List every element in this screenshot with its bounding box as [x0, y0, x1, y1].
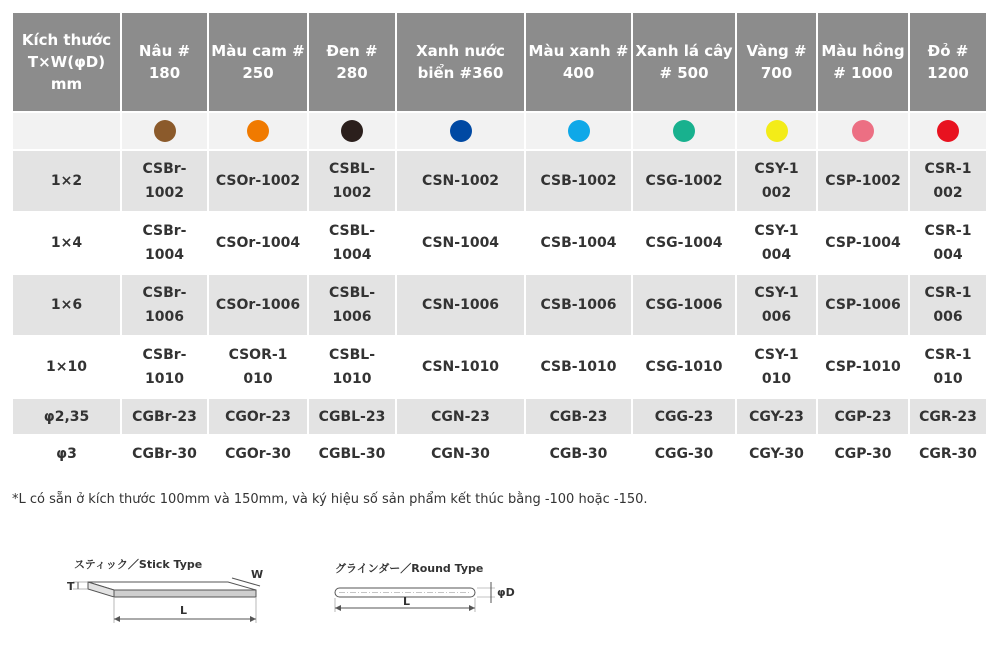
product-code-cell: CGN-30: [396, 435, 525, 472]
product-code-cell: CGB-30: [525, 435, 632, 472]
product-code-cell: CSOR-1010: [208, 336, 308, 398]
product-code-cell: CSP-1006: [817, 274, 909, 336]
header-black: Đen # 280: [308, 12, 396, 112]
product-code-cell: CGOr-23: [208, 398, 308, 435]
product-code-cell: CGBL-30: [308, 435, 396, 472]
green-swatch: [673, 120, 695, 142]
product-code-cell: CGOr-30: [208, 435, 308, 472]
product-code-cell: CSY-1002: [736, 150, 817, 212]
product-code-cell: CGBr-30: [121, 435, 208, 472]
navy-swatch: [450, 120, 472, 142]
product-code-cell: CGN-23: [396, 398, 525, 435]
product-code-cell: CSP-1004: [817, 212, 909, 274]
black-swatch: [341, 120, 363, 142]
w-label: W: [251, 568, 264, 581]
orange-swatch: [247, 120, 269, 142]
product-code-cell: CSBr-1010: [121, 336, 208, 398]
pink-swatch: [852, 120, 874, 142]
stick-top-face: [88, 582, 256, 590]
product-code-cell: CSR-1006: [909, 274, 987, 336]
size-cell: 1×10: [12, 336, 121, 398]
product-code-cell: CSN-1004: [396, 212, 525, 274]
header-orange: Màu cam # 250: [208, 12, 308, 112]
header-size: Kích thước T×W(φD) mm: [12, 12, 121, 112]
product-code-cell: CSBr-1006: [121, 274, 208, 336]
product-code-cell: CSOr-1006: [208, 274, 308, 336]
header-yellow: Vàng # 700: [736, 12, 817, 112]
product-code-cell: CSR-1002: [909, 150, 987, 212]
product-code-cell: CSP-1002: [817, 150, 909, 212]
swatch-empty-cell: [12, 112, 121, 150]
product-code-cell: CSB-1002: [525, 150, 632, 212]
table-row: [12, 336, 987, 398]
product-code-cell: CGBL-23: [308, 398, 396, 435]
footnote-text: *L có sẵn ở kích thước 100mm và 150mm, và ký hiệu số sản phẩm kết thúc bằng -100 hoặc -150.: [12, 492, 648, 507]
product-code-cell: CSN-1010: [396, 336, 525, 398]
product-code-cell: CSBL-1006: [308, 274, 396, 336]
table-row: [12, 212, 987, 274]
table-row: [12, 435, 987, 472]
header-brown: Nâu # 180: [121, 12, 208, 112]
product-code-cell: CSG-1006: [632, 274, 736, 336]
product-code-cell: CSBr-1002: [121, 150, 208, 212]
product-code-cell: CGP-23: [817, 398, 909, 435]
product-code-cell: CSG-1004: [632, 212, 736, 274]
product-code-cell: CSBr-1004: [121, 212, 208, 274]
product-code-cell: CSP-1010: [817, 336, 909, 398]
brown-swatch: [154, 120, 176, 142]
product-code-cell: CSOr-1002: [208, 150, 308, 212]
product-code-cell: CGG-30: [632, 435, 736, 472]
table-row: [12, 150, 987, 212]
size-cell: 1×6: [12, 274, 121, 336]
product-code-cell: CSB-1006: [525, 274, 632, 336]
product-code-cell: CSY-1010: [736, 336, 817, 398]
header-green: Xanh lá cây # 500: [632, 12, 736, 112]
t-label: T: [67, 580, 75, 593]
product-code-cell: CSY-1004: [736, 212, 817, 274]
round-type-diagram: [325, 552, 535, 622]
yellow-swatch: [766, 120, 788, 142]
table-row: [12, 274, 987, 336]
product-code-cell: CGY-30: [736, 435, 817, 472]
l-label: L: [403, 595, 411, 608]
red-swatch: [937, 120, 959, 142]
product-code-cell: CGB-23: [525, 398, 632, 435]
size-cell: φ2,35: [12, 398, 121, 435]
header-navy: Xanh nước biển #360: [396, 12, 525, 112]
header-pink: Màu hồng # 1000: [817, 12, 909, 112]
header-blue: Màu xanh # 400: [525, 12, 632, 112]
product-code-cell: CSG-1002: [632, 150, 736, 212]
product-code-cell: CSOr-1004: [208, 212, 308, 274]
size-cell: 1×2: [12, 150, 121, 212]
table-row: [12, 398, 987, 435]
d-label: φD: [497, 586, 515, 599]
size-cell: 1×4: [12, 212, 121, 274]
product-code-cell: CGY-23: [736, 398, 817, 435]
product-spec-table: [11, 11, 988, 473]
product-code-cell: CGG-23: [632, 398, 736, 435]
product-code-cell: CSBL-1010: [308, 336, 396, 398]
product-code-cell: CSBL-1002: [308, 150, 396, 212]
product-code-cell: CGR-30: [909, 435, 987, 472]
product-code-cell: CSB-1010: [525, 336, 632, 398]
product-code-cell: CGP-30: [817, 435, 909, 472]
size-cell: φ3: [12, 435, 121, 472]
table-header-row: [12, 12, 987, 112]
product-code-cell: CGR-23: [909, 398, 987, 435]
color-swatch-row: [12, 112, 987, 150]
stick-type-title: スティック／Stick Type: [74, 558, 203, 571]
product-code-cell: CSBL-1004: [308, 212, 396, 274]
product-code-cell: CSR-1010: [909, 336, 987, 398]
header-red: Đỏ # 1200: [909, 12, 987, 112]
stick-side-face: [114, 590, 256, 597]
blue-swatch: [568, 120, 590, 142]
stick-type-diagram: [60, 550, 290, 630]
product-code-cell: CSG-1010: [632, 336, 736, 398]
product-code-cell: CSN-1006: [396, 274, 525, 336]
l-label: L: [180, 604, 188, 617]
product-code-cell: CSR-1004: [909, 212, 987, 274]
product-code-cell: CSY-1006: [736, 274, 817, 336]
product-code-cell: CGBr-23: [121, 398, 208, 435]
product-code-cell: CSB-1004: [525, 212, 632, 274]
round-type-title: グラインダー／Round Type: [335, 562, 484, 575]
product-code-cell: CSN-1002: [396, 150, 525, 212]
